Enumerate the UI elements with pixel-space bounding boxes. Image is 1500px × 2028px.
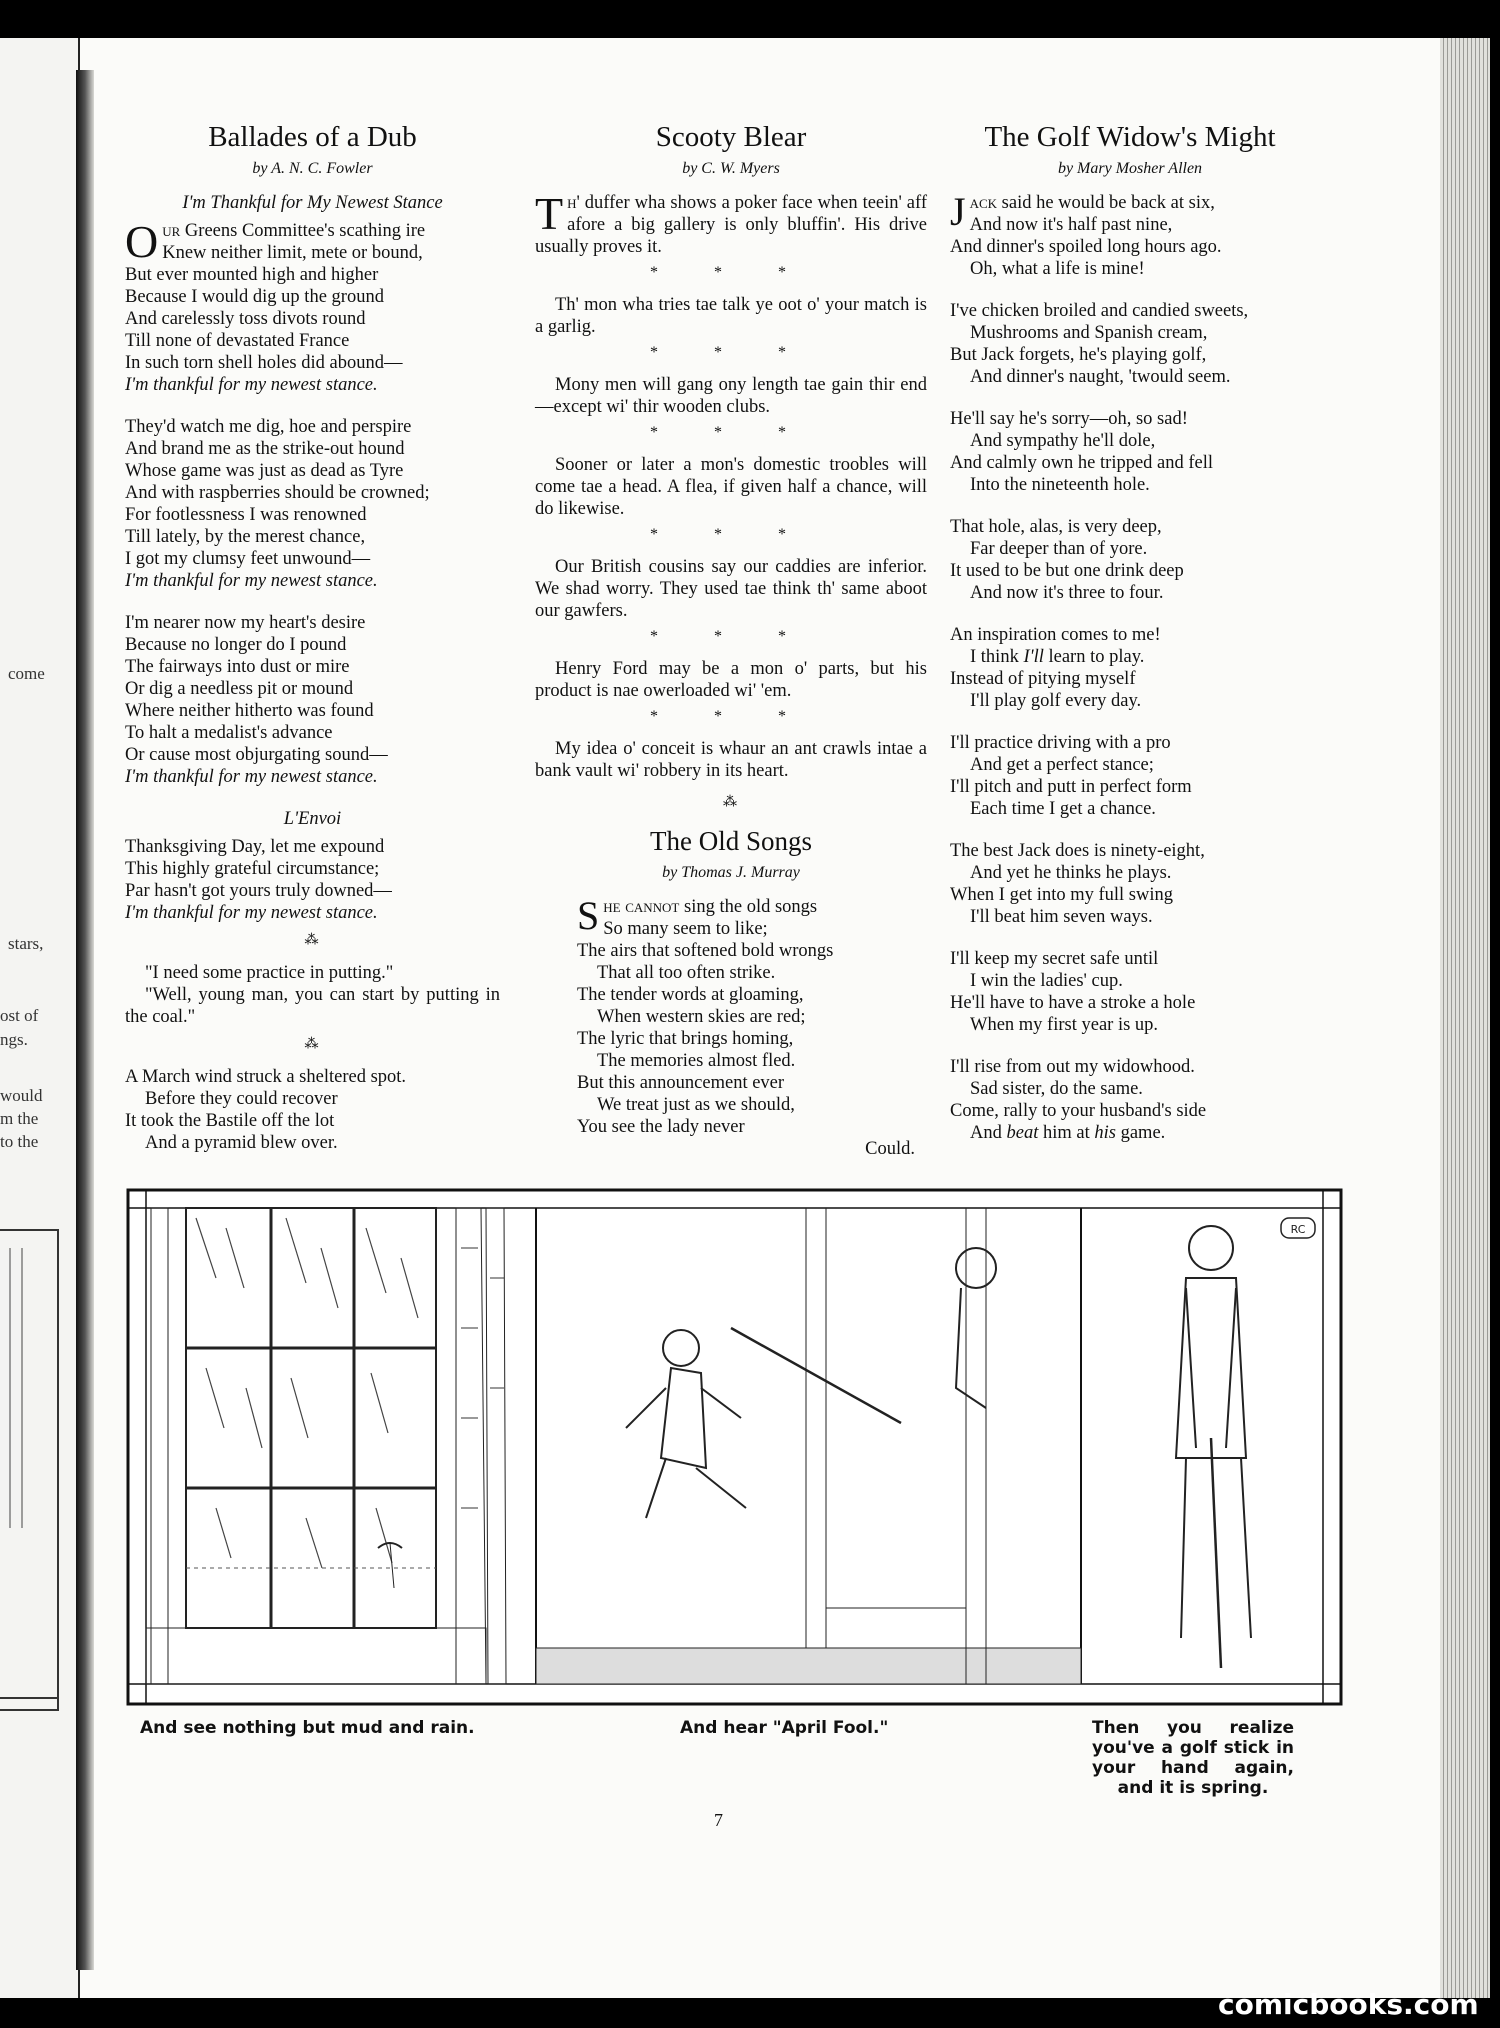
stanza (950, 408, 1310, 496)
poem-line: And sympathy he'll dole, (970, 431, 1156, 451)
prev-fragment: come (8, 664, 45, 683)
poem-line: A March wind struck a sheltered spot. (125, 1067, 407, 1087)
section-stars: * * * (650, 708, 812, 725)
stanza (950, 948, 1310, 1036)
poem-line: Knew neither limit, mete or bound, (162, 243, 423, 263)
poem-line: An inspiration comes to me! (950, 625, 1161, 645)
poem-line: And get a perfect stance; (970, 755, 1154, 775)
drop-cap: J (950, 189, 966, 234)
poem-line: I'll practice driving with a pro (950, 733, 1171, 753)
comic-strip (126, 1188, 1343, 1706)
poem-line: Par hasn't got yours truly downed— (125, 881, 392, 901)
poem-line: Far deeper than of yore. (970, 539, 1148, 559)
poem-line: And brand me as the strike-out hound (125, 439, 405, 459)
poem-line: This highly grateful circumstance; (125, 859, 380, 879)
poem-refrain: I'm thankful for my newest stance. (125, 571, 378, 591)
poem-line-text: said he would be back at six, (1001, 193, 1215, 213)
paragraph: Sooner or later a mon's domestic troobles will come tae a head. A flea, if given half a chance, will do likewise. (535, 455, 927, 519)
paragraph-text: duffer wha shows a poker face when teein' aff afore a big gallery is only bluffin'. His drive usually proves it. (535, 193, 928, 257)
poem-line-text: sing the old songs (684, 897, 818, 917)
small-caps-word: h' (567, 193, 580, 213)
previous-page-strip (0, 38, 80, 1998)
paragraph (535, 188, 928, 258)
poem-line: The best Jack does is ninety-eight, (950, 841, 1205, 861)
poem-line: Sad sister, do the same. (970, 1079, 1143, 1099)
stanza (950, 1056, 1310, 1144)
poem-text: game. (1115, 1123, 1166, 1143)
poem-line: And now it's three to four. (970, 583, 1164, 603)
poem-refrain: I'm thankful for my newest stance. (125, 767, 378, 787)
section-stars: * * * (650, 526, 812, 543)
stanza (950, 300, 1310, 388)
poem-line: But Jack forgets, he's playing golf, (950, 345, 1207, 365)
small-caps-word: ack (969, 193, 998, 213)
poem-line: And now it's half past nine, (969, 215, 1173, 235)
ornament: ⁂ (304, 933, 321, 948)
page-number: 7 (714, 1810, 723, 1830)
prev-fragment: ost of (0, 1006, 39, 1025)
envoi-heading: L'Envoi (283, 809, 342, 829)
poem-line: Or dig a needless pit or mound (125, 679, 354, 699)
article-title: Scooty Blear (655, 121, 807, 153)
column-golf-widow (950, 120, 1310, 1164)
poem-line: I'll beat him seven ways. (970, 907, 1153, 927)
envoi-stanza (125, 836, 500, 924)
poem-text: And (970, 1123, 1007, 1143)
poem-line: That hole, alas, is very deep, (950, 517, 1162, 537)
poem-line: We treat just as we should, (597, 1095, 795, 1115)
comic-frame (128, 1190, 1341, 1704)
poem-line: I'll pitch and putt in perfect form (950, 777, 1192, 797)
prev-fragment: ngs. (0, 1030, 28, 1049)
comic-caption: And see nothing but mud and rain. (140, 1718, 475, 1738)
poem-line: The fairways into dust or mire (125, 657, 350, 677)
poem-line: That all too often strike. (597, 963, 776, 983)
poem-line: I'll keep my secret safe until (950, 949, 1159, 969)
section-stars: * * * (650, 628, 812, 645)
drop-cap: S (577, 893, 600, 938)
poem-title: The Old Songs (650, 826, 812, 856)
joke-line: "Well, young man, you can start by putting in the coal." (125, 985, 500, 1027)
drop-cap: O (125, 216, 159, 267)
watermark: comicbooks.com (1218, 1988, 1479, 2021)
prev-fragment: to the (0, 1132, 39, 1151)
poem-line: Mushrooms and Spanish cream, (970, 323, 1208, 343)
poem-byline: by A. N. C. Fowler (252, 160, 373, 177)
column-ballades (125, 120, 500, 1154)
poem-title: The Golf Widow's Might (984, 121, 1276, 153)
poem-line: I've chicken broiled and candied sweets, (950, 301, 1249, 321)
stanza (950, 516, 1310, 604)
article-byline: by C. W. Myers (682, 160, 780, 177)
poem-line: He'll say he's sorry—oh, so sad! (950, 409, 1188, 429)
poem-line: When my first year is up. (970, 1015, 1159, 1035)
poem-line: They'd watch me dig, hoe and perspire (125, 417, 412, 437)
poem-text-italic: his (1094, 1123, 1116, 1143)
section-stars: * * * (650, 264, 812, 281)
ornament: ⁂ (723, 795, 739, 810)
joke-line: "I need some practice in putting." (145, 963, 394, 983)
poem-old-songs (535, 893, 927, 1160)
artist-signature: RC (1290, 1223, 1306, 1236)
poem-line: And a pyramid blew over. (145, 1133, 338, 1153)
poem-line: Before they could recover (145, 1089, 338, 1109)
poem-title: Ballades of a Dub (208, 121, 417, 153)
poem-line: I'm nearer now my heart's desire (125, 613, 366, 633)
poem-subhead: I'm Thankful for My Newest Stance (182, 193, 443, 213)
stanza (125, 216, 500, 396)
poem-line: The tender words at gloaming, (577, 985, 804, 1005)
poem-line: But ever mounted high and higher (125, 265, 379, 285)
poem-byline: by Thomas J. Murray (662, 864, 800, 881)
poem-line: Instead of pitying myself (950, 669, 1136, 689)
stanza (125, 416, 500, 592)
poem-text: I think (970, 647, 1024, 667)
prev-page-illustration (0, 1228, 76, 1748)
poem-line: And yet he thinks he plays. (970, 863, 1172, 883)
poem-line: And dinner's naught, 'twould seem. (970, 367, 1231, 387)
small-caps-word: ur (162, 221, 181, 241)
poem-line: And with raspberries should be crowned; (125, 483, 430, 503)
poem-line: For footlessness I was renowned (125, 505, 367, 525)
joke-verse (125, 1066, 500, 1154)
poem-line: But this announcement ever (577, 1073, 785, 1093)
paragraph: My idea o' conceit is whaur an ant crawls intae a bank vault wi' robbery in its heart. (535, 739, 927, 781)
page-stack-edge (1440, 38, 1490, 1998)
poem-line (950, 1122, 1310, 1144)
stanza (950, 624, 1310, 712)
poem-line: And carelessly toss divots round (125, 309, 366, 329)
column-scooty-blear (535, 120, 927, 1160)
poem-line: So many seem to like; (603, 919, 768, 939)
poem-text: him at (1038, 1123, 1095, 1143)
poem-refrain: I'm thankful for my newest stance. (125, 903, 378, 923)
poem-line: Come, rally to your husband's side (950, 1101, 1207, 1121)
poem-line: It took the Bastile off the lot (125, 1111, 335, 1131)
poem-text: learn to play. (1043, 647, 1145, 667)
poem-line: The memories almost fled. (597, 1051, 796, 1071)
comic-caption: And hear "April Fool." (680, 1718, 889, 1738)
poem-line-text: Greens Committee's scathing ire (184, 221, 426, 241)
stanza (125, 612, 500, 788)
paragraph: Mony men will gang ony length tae gain thir end—except wi' thir wooden clubs. (535, 375, 927, 417)
poem-line: The airs that softened bold wrongs (577, 941, 834, 961)
section-stars: * * * (650, 344, 812, 361)
poem-line: In such torn shell holes did abound— (125, 353, 403, 373)
poem-line: And dinner's spoiled long hours ago. (950, 237, 1222, 257)
poem-text-italic: I'll (1023, 647, 1044, 667)
poem-line: Till none of devastated France (125, 331, 350, 351)
poem-line: When western skies are red; (597, 1007, 806, 1027)
drop-cap: T (535, 188, 564, 239)
poem-line: Into the nineteenth hole. (970, 475, 1150, 495)
poem-line: Or cause most objurgating sound— (125, 745, 388, 765)
poem-line: Where neither hitherto was found (125, 701, 374, 721)
prev-fragment: would (0, 1086, 43, 1105)
poem-text-italic: beat (1006, 1123, 1039, 1143)
poem-line: And calmly own he tripped and fell (950, 453, 1214, 473)
paragraph: Th' mon wha tries tae talk ye oot o' your match is a garlig. (535, 295, 927, 337)
poem-line: I got my clumsy feet unwound— (125, 549, 371, 569)
poem-line (950, 646, 1310, 668)
poem-line: He'll have to have a stroke a hole (950, 993, 1196, 1013)
paragraph: Our British cousins say our caddies are inferior. We shad worry. They used tae think th' same aboot our gawfers. (535, 557, 927, 621)
paragraph: Henry Ford may be a mon o' parts, but his product is nae owerloaded wi' 'em. (535, 659, 927, 701)
poem-refrain: I'm thankful for my newest stance. (125, 375, 378, 395)
comic-caption: Then you realize you've a golf stick in your hand again, and it is spring. (1092, 1718, 1294, 1798)
poem-line: Because I would dig up the ground (125, 287, 384, 307)
poem-line: Each time I get a chance. (970, 799, 1156, 819)
book-spine-shadow (76, 70, 94, 1970)
poem-line: I'll play golf every day. (970, 691, 1142, 711)
small-caps-word: he cannot (603, 897, 680, 917)
stanza (950, 840, 1310, 928)
ornament: ⁂ (304, 1037, 321, 1052)
stanza (950, 732, 1310, 820)
poem-line: The lyric that brings homing, (577, 1029, 794, 1049)
prev-fragment: m the (0, 1109, 39, 1128)
poem-line: It used to be but one drink deep (950, 561, 1184, 581)
poem-line: To halt a medalist's advance (125, 723, 333, 743)
poem-line: Whose game was just as dead as Tyre (125, 461, 404, 481)
poem-byline: by Mary Mosher Allen (1057, 160, 1203, 177)
section-stars: * * * (650, 424, 812, 441)
stanza (950, 189, 1310, 280)
poem-line: Till lately, by the merest chance, (125, 527, 366, 547)
poem-line: Oh, what a life is mine! (970, 259, 1145, 279)
poem-line: You see the lady never (577, 1117, 745, 1137)
poem-line: I win the ladies' cup. (970, 971, 1123, 991)
prev-fragment: stars, (8, 934, 44, 953)
poem-line: Thanksgiving Day, let me expound (125, 837, 385, 857)
poem-final-word: Could. (865, 1139, 915, 1159)
poem-line: When I get into my full swing (950, 885, 1173, 905)
poem-line: Because no longer do I pound (125, 635, 347, 655)
poem-line: I'll rise from out my widowhood. (950, 1057, 1195, 1077)
